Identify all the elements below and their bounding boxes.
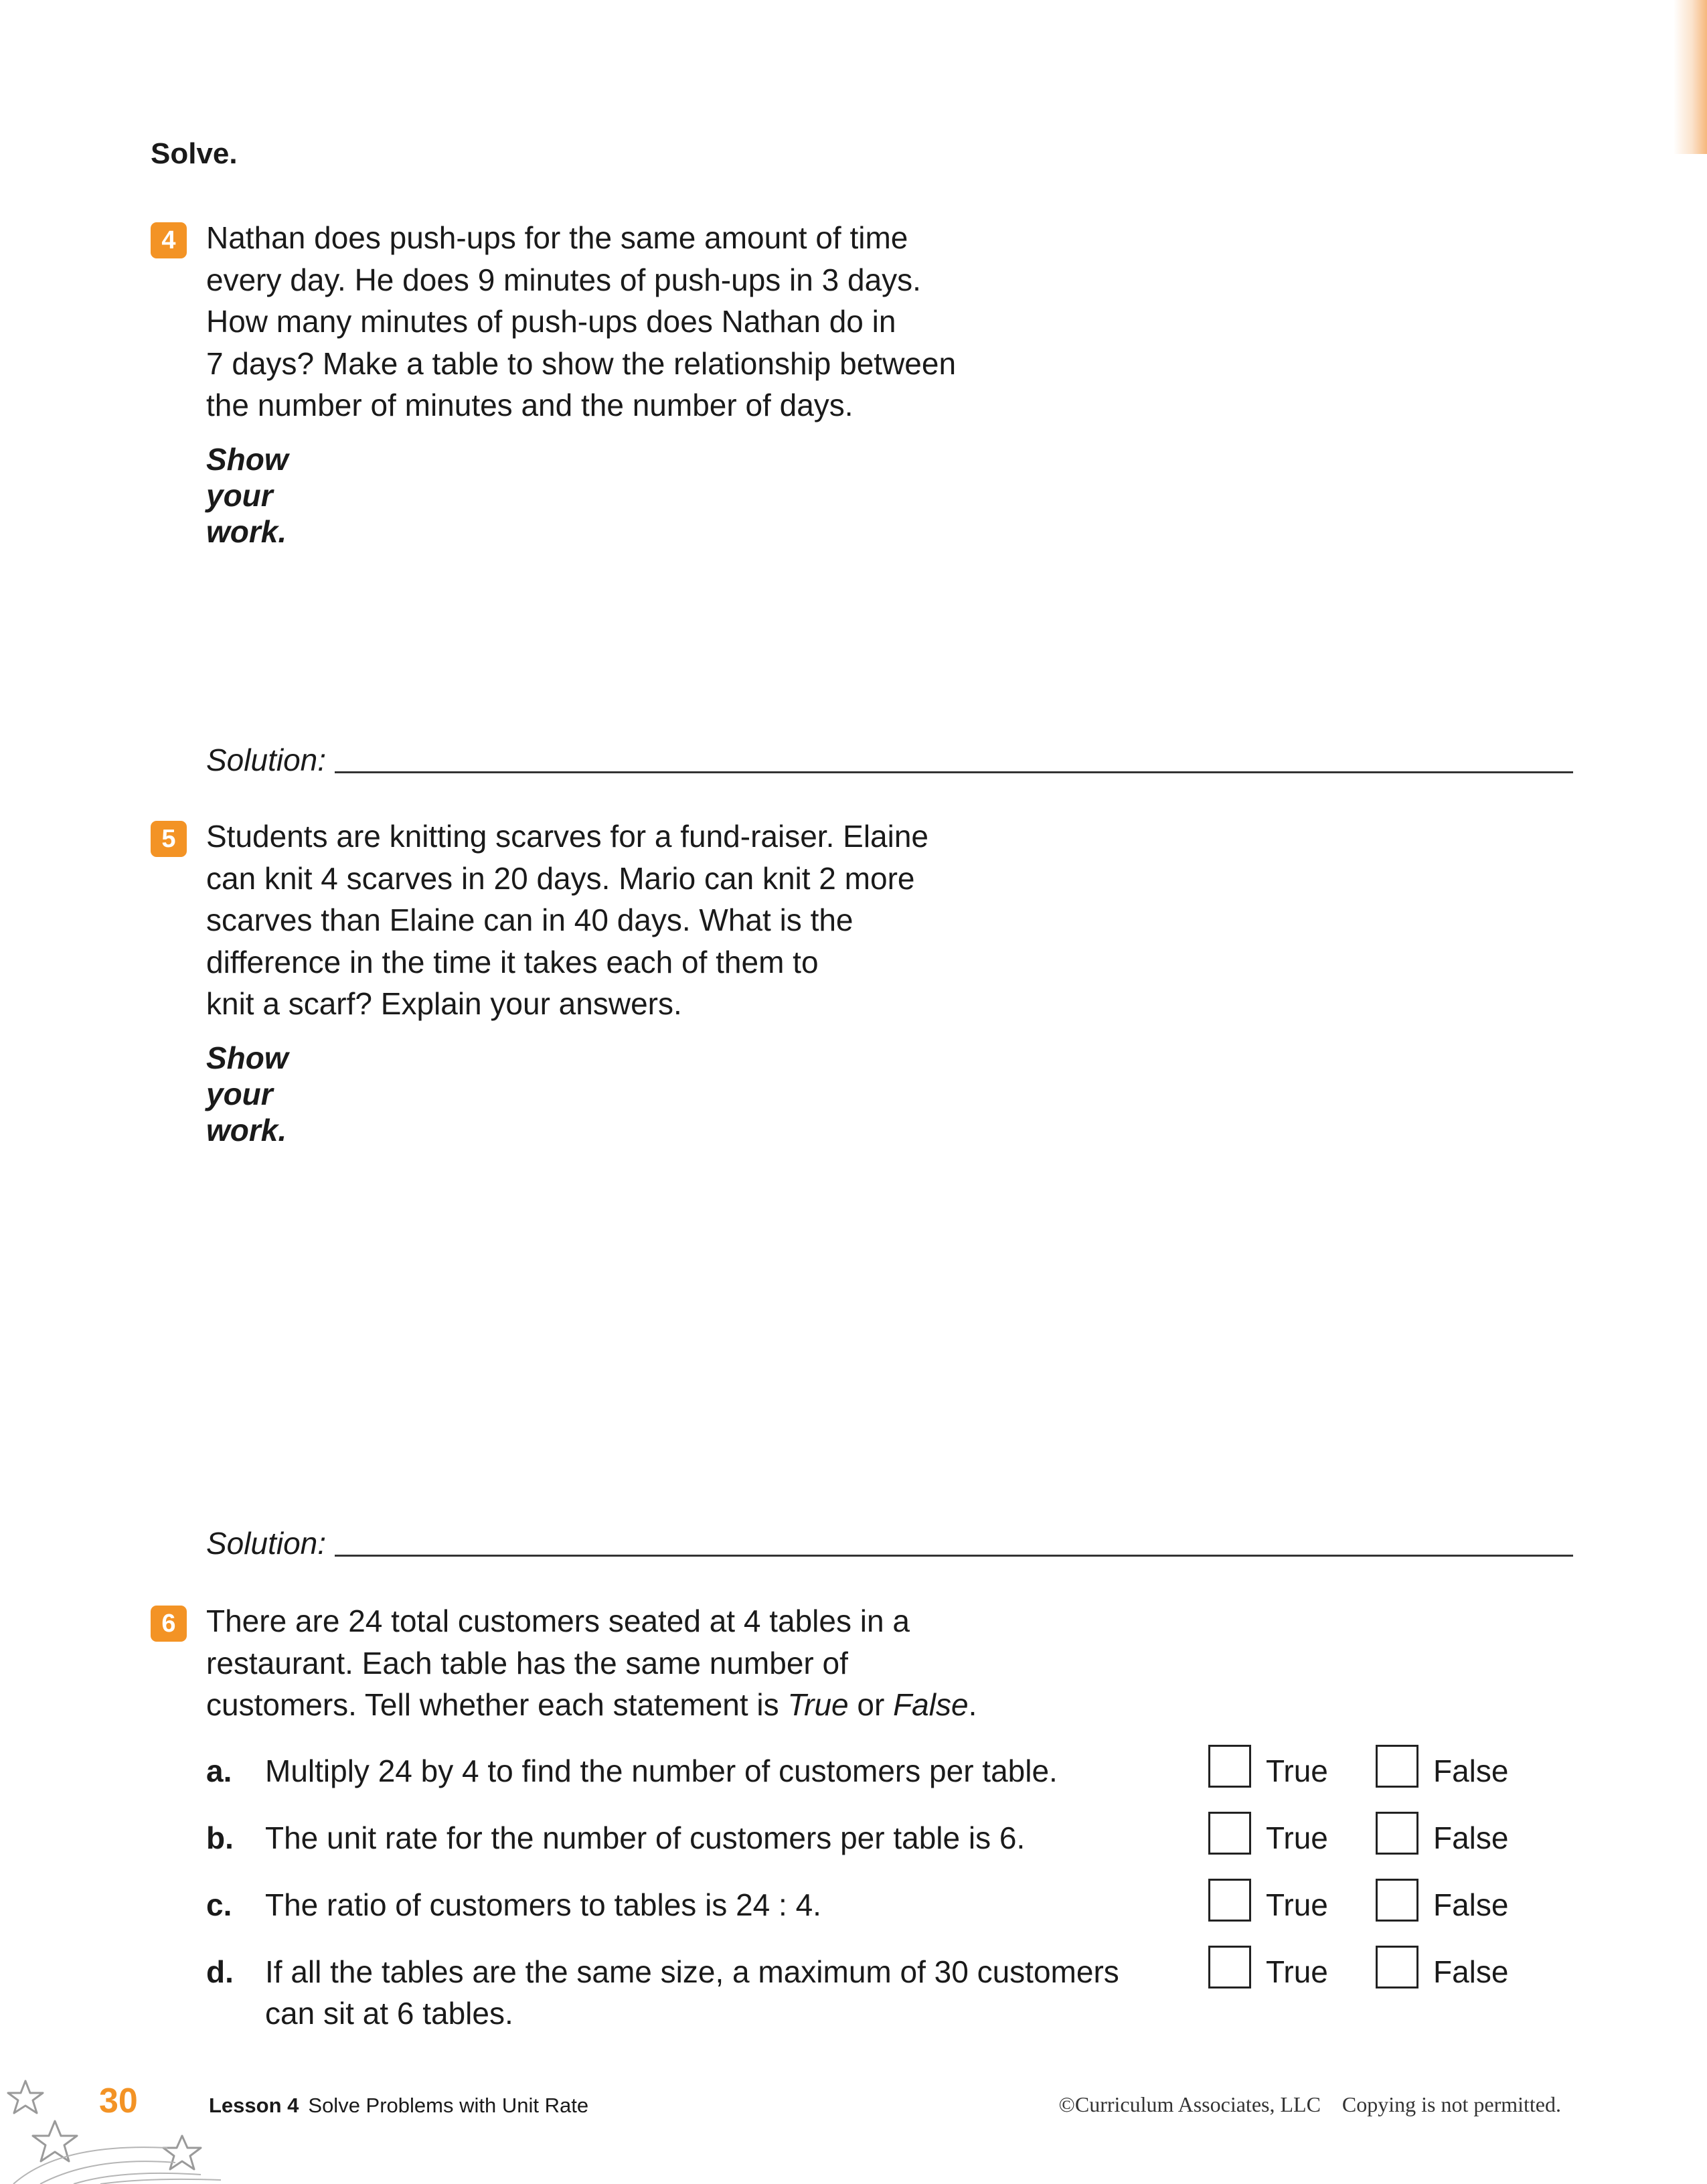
show-work-label: Show your work.: [206, 1040, 289, 1148]
problem-text: Nathan does push-ups for the same amount of time every day. He does 9 minutes of push-ups in 3 days. How many minutes of push-ups does Nathan do in 7 days? Make a table to show the relationship between the number of minutes and the number of days.: [206, 220, 957, 422]
lesson-title: Solve Problems with Unit Rate: [308, 2094, 589, 2117]
true-label: True: [1266, 1887, 1328, 1922]
statement-text: The unit rate for the number of customers per table is 6.: [265, 1820, 1026, 1855]
false-word: False: [893, 1687, 969, 1722]
false-checkbox[interactable]: [1376, 1745, 1418, 1788]
show-work-label: Show your work.: [206, 442, 289, 549]
solution-answer-line[interactable]: [335, 1555, 1573, 1557]
statement-letter: d.: [206, 1954, 234, 1989]
or-word: or: [848, 1687, 894, 1722]
problem-text: [206, 1600, 977, 1726]
false-label: False: [1433, 1820, 1509, 1855]
problem-text-line: customers. Tell whether each statement is: [206, 1687, 788, 1722]
problem-text: Students are knitting scarves for a fund-raiser. Elaine can knit 4 scarves in 20 days. Mario can knit 2 more scarves than Elaine can in 40 days. What is the difference in the time it takes each of them to knit a scarf? Explain your answers.: [206, 819, 929, 1021]
star-decoration-icon: [0, 2062, 281, 2184]
false-checkbox[interactable]: [1376, 1812, 1418, 1855]
page-corner-tab: [1674, 0, 1707, 154]
statement-letter: a.: [206, 1753, 232, 1788]
true-checkbox[interactable]: [1208, 1946, 1251, 1988]
period: .: [968, 1687, 977, 1722]
statement-text: The ratio of customers to tables is 24 : 4.: [265, 1887, 821, 1922]
true-checkbox[interactable]: [1208, 1879, 1251, 1922]
footer-lesson: [209, 2094, 588, 2118]
statement-row-d: [206, 1951, 1545, 2038]
problem-text-line: There are 24 total customers seated at 4 tables in a: [206, 1604, 910, 1638]
lesson-number: Lesson 4: [209, 2094, 299, 2117]
solution-answer-line[interactable]: [335, 771, 1573, 773]
problem-number-badge: 6: [151, 1606, 187, 1642]
problem-number-badge: 4: [151, 222, 187, 258]
true-label: True: [1266, 1954, 1328, 1989]
copyright-notice: ©Curriculum Associates, LLC Copying is not permitted.: [1058, 2092, 1561, 2116]
false-checkbox[interactable]: [1376, 1879, 1418, 1922]
statement-letter: b.: [206, 1820, 234, 1855]
false-label: False: [1433, 1887, 1509, 1922]
true-checkbox[interactable]: [1208, 1745, 1251, 1788]
false-label: False: [1433, 1753, 1509, 1788]
false-checkbox[interactable]: [1376, 1946, 1418, 1988]
true-checkbox[interactable]: [1208, 1812, 1251, 1855]
true-word: True: [787, 1687, 849, 1722]
statement-text: Multiply 24 by 4 to find the number of customers per table.: [265, 1753, 1058, 1788]
true-label: True: [1266, 1820, 1328, 1855]
problem-number-badge: 5: [151, 821, 187, 857]
section-heading: Solve.: [151, 137, 238, 170]
statement-letter: c.: [206, 1887, 232, 1922]
problem-text-line: restaurant. Each table has the same number of: [206, 1645, 848, 1681]
solution-label: Solution:: [206, 743, 327, 777]
page-number: 30: [99, 2082, 138, 2120]
true-label: True: [1266, 1753, 1328, 1788]
false-label: False: [1433, 1954, 1509, 1989]
statement-text: If all the tables are the same size, a maximum of 30 customers can sit at 6 tables.: [265, 1954, 1119, 2031]
solution-label: Solution:: [206, 1526, 327, 1561]
